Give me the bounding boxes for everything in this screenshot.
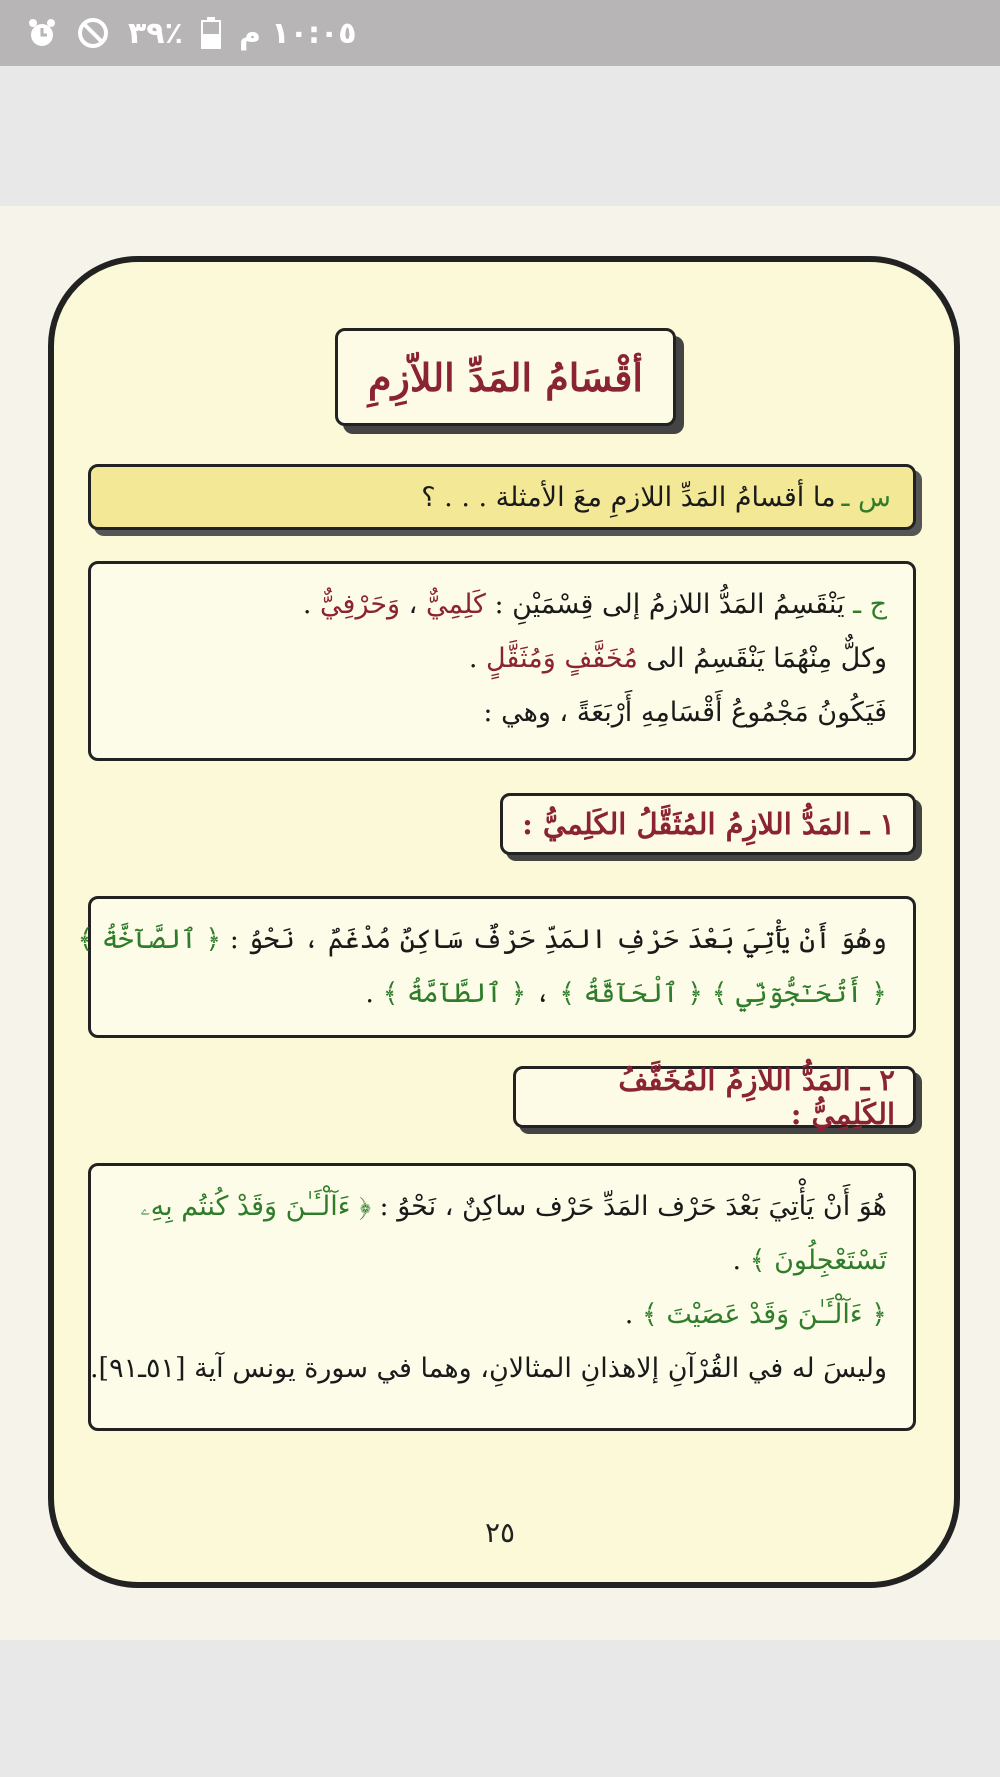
term-mukhaffaf: مُخَفَّفٍ [564, 643, 638, 674]
question-text: ما أقسامُ المَدِّ اللازمِ معَ الأمثلة . . . ؟ [421, 481, 836, 513]
question-label: س ـ [841, 481, 891, 513]
answer-text: يَنْقَسِمُ المَدُّ اللازمُ إلى قِسْمَيْنِ : [485, 589, 845, 620]
page-scan [0, 206, 1000, 1640]
punctuation: . [365, 978, 383, 1009]
separator: ، [400, 589, 426, 620]
quran-example: ﴿ ٱلْحَآقَّةُ ﴾ [559, 978, 704, 1009]
section-2-line-1 [117, 1180, 887, 1234]
section-1-line-2 [117, 967, 887, 1021]
punctuation: . [624, 1299, 642, 1330]
section-1-line-1 [77, 913, 887, 967]
page-number: ٢٥ [484, 1516, 516, 1549]
answer-box [88, 561, 916, 761]
section-2-line-3 [117, 1288, 887, 1342]
quran-example: ﴿ ٱلطَّآمَّةُ ﴾ [382, 978, 527, 1009]
answer-line-1 [117, 578, 887, 632]
term-harfi: وَحَرْفِيٌّ [320, 589, 401, 620]
punctuation: . [468, 643, 486, 674]
section-1-heading: ١ ـ المَدُّ اللازِمُ المُثَقَّلُ الكَلِميُّ : [500, 793, 916, 855]
page-title: أقْسَامُ المَدِّ اللاّزِمِ [335, 328, 676, 426]
clock: ١٠:٠٥ م [238, 15, 357, 51]
quran-example: ﴿ ٱلصَّآخَّةُ ﴾ [77, 924, 222, 955]
do-not-disturb-icon [76, 16, 110, 50]
section-2-line-2 [117, 1234, 887, 1288]
battery-percent: ٣٩٪ [128, 15, 183, 51]
term-kalimi: كَلِمِيٌّ [425, 589, 486, 620]
answer-line-3: فَيَكُونُ مَجْمُوعُ أَقْسَامِهِ أَرْبَعَةً ، وهي : [483, 697, 887, 728]
quran-example: ﴿ ءَآلْـَٔـٰنَ وَقَدْ كُنتُم بِهِۦ [140, 1191, 371, 1222]
quran-example: تَسْتَعْجِلُونَ ﴾ [749, 1245, 887, 1276]
status-bar [0, 0, 1000, 66]
section-text: هُوَ أَنْ يَأْتِيَ بَعْدَ حَرْف المَدِّ حَرْف ساكِنٌ ، نَحْوُ : [370, 1191, 887, 1222]
section-2-heading: ٢ ـ المَدُّ اللازِمُ المُخَفَّفُ الكَلِمِيُّ : [513, 1066, 916, 1128]
section-2-line-4: وليسَ له في القُرْآنِ إلاهذانِ المثالانِ، وهما في سورة يونس آية [٥١ـ٩١]. [89, 1353, 887, 1384]
top-spacer [0, 66, 1000, 206]
section-text: وهُوَ أَنْ يَأْتِيَ بَعْدَ حَرْفِ المَدِّ حَرْفٌ سَاكِنٌ مُدْغَمٌ ، نَحْوُ : [221, 924, 887, 955]
battery-icon [201, 17, 221, 49]
section-2-box [88, 1163, 916, 1431]
punctuation: . [302, 589, 321, 620]
separator: ، [526, 978, 560, 1009]
answer-text: وكلٌّ مِنْهُمَا يَنْقَسِمُ الى [637, 643, 887, 674]
quran-example: ﴿ ءَآلْـَٔـٰنَ وَقَدْ عَصَيْتَ ﴾ [641, 1299, 887, 1330]
term-muthaqqal: وَمُثَقَّلٍ [485, 643, 565, 674]
answer-line-2 [117, 632, 887, 686]
answer-label: ج ـ [853, 589, 887, 620]
question-box [88, 464, 916, 530]
bottom-spacer [0, 1640, 1000, 1777]
section-1-box [77, 896, 916, 1038]
quran-example: ﴿ أَتُحَـٰٓجُّوٓنِّي ﴾ [711, 978, 887, 1009]
punctuation: . [732, 1245, 750, 1276]
alarm-icon [26, 17, 58, 49]
